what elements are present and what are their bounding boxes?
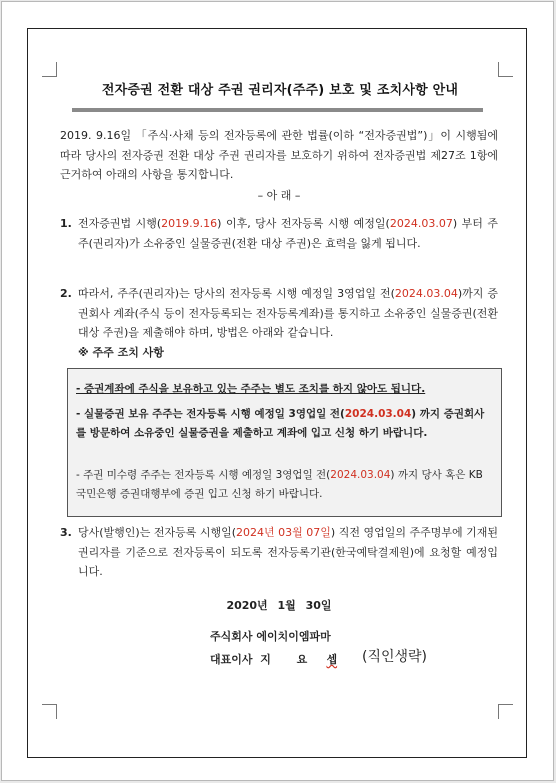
ceo-name: 지 요 — [260, 653, 308, 666]
action-item-2-date: 2024.03.04 — [344, 408, 412, 420]
item-2-text: 따라서, 주주(권리자)는 당사의 전자등록 시행 예정일 3영업일 전(2024.03.04)까지 증권회사 계좌(주식 등이 전자등록되는 전자등록계좌)를 통지하고 소유중인 실물증권(전환 대상 주권)을 제출해야 하며, 방법은 아래와 같습니다. — [78, 287, 498, 339]
item-3-number: 3. — [60, 526, 72, 539]
ceo-name-last: 셉 — [326, 653, 338, 666]
action-item-1: - 증권계좌에 주식을 보유하고 있는 주주는 별도 조치를 하지 않아도 됩니다. — [76, 383, 426, 395]
item-1-number: 1. — [60, 217, 72, 230]
crop-mark-top-left — [42, 62, 57, 77]
shareholder-actions-heading: ※ 주주 조치 사항 — [78, 346, 164, 359]
action-item-3-date: 2024.03.04 — [330, 469, 391, 481]
ceo-title: 대표이사 — [210, 653, 253, 666]
intro-paragraph: 2019. 9.16일 「주식·사채 등의 전자등록에 관한 법률(이하 “전자증권법”)」이 시행됨에 따라 당사의 전자증권 전환 대상 주권 권리자를 보호하기 위하여 전자증권법 제27조 1항에 근거하여 아래의 사항을 통지합니다. — [60, 129, 498, 181]
crop-mark-bottom-right — [498, 704, 513, 719]
notice-date: 2020년 1월 30일 — [226, 599, 332, 612]
crop-mark-bottom-left — [42, 704, 57, 719]
item-3-date: 2024년 03월 07일 — [236, 526, 331, 539]
ceo-signature-line — [210, 651, 337, 667]
notice-title: 전자증권 전환 대상 주권 권리자(주주) 보호 및 조치사항 안내 — [101, 83, 459, 98]
item-2-date: 2024.03.04 — [394, 287, 458, 300]
item-2-number: 2. — [60, 287, 72, 300]
item-1-date-2: 2024.03.07 — [389, 217, 453, 230]
item-1-date-1: 2019.9.16 — [161, 217, 218, 230]
item-3-text: 당사(발행인)는 전자등록 시행일(2024년 03월 07일) 직전 영업일의 주주명부에 기재된 권리자를 기준으로 전자등록이 되도록 전자등록기관(한국예탁결제원)에 요청할 예정입니다. — [78, 526, 499, 578]
action-item-3: - 주권 미수령 주주는 전자등록 시행 예정일 3영업일 전(2024.03.04) 까지 당사 혹은 KB국민은행 증권대행부에 증권 입고 신청 하기 바랍니다. — [76, 469, 483, 500]
title-underline-bar — [72, 108, 483, 112]
company-name: 주식회사 에이치이엠파마 — [210, 630, 331, 643]
crop-mark-top-right — [498, 62, 513, 77]
seal-omitted-note: (직인생략) — [362, 649, 428, 665]
action-item-2: - 실물증권 보유 주주는 전자등록 시행 예정일 3영업일 전(2024.03.04) 까지 증권회사를 방문하여 소유중인 실물증권을 제출하고 계좌에 입고 신청 하기 바랍니다. — [76, 408, 485, 439]
item-1-text: 전자증권법 시행(2019.9.16) 이후, 당사 전자등록 시행 예정일(2024.03.07) 부터 주주(권리자)가 소유중인 실물증권(전환 대상 주권)은 효력을 잃게 됩니다. — [78, 217, 499, 250]
below-heading: – 아 래 – — [257, 189, 301, 202]
